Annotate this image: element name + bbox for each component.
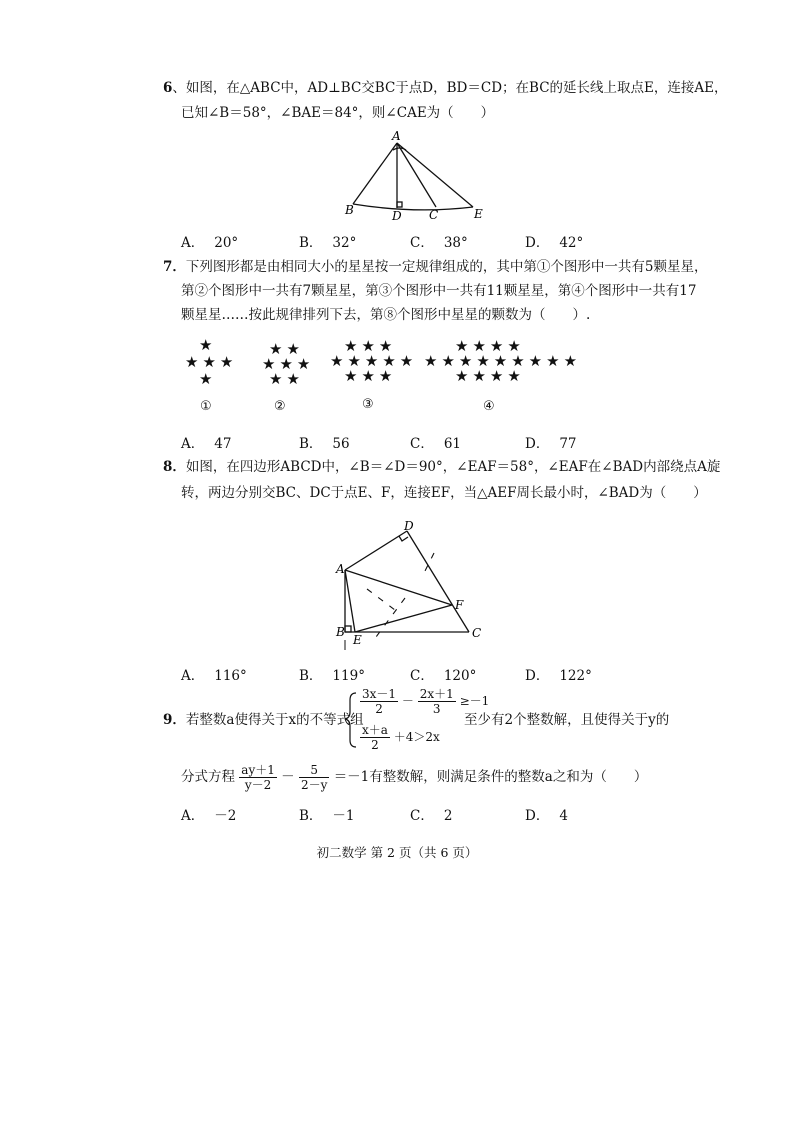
q7-option-c-text: 61 bbox=[443, 436, 462, 452]
q7-option-a-label: A． bbox=[181, 436, 205, 452]
q6-segment-AE bbox=[397, 143, 473, 207]
q6-option-c[interactable] bbox=[410, 231, 468, 251]
q8-option-a[interactable] bbox=[181, 664, 247, 684]
q6-option-b-label: B． bbox=[299, 235, 323, 251]
q6-option-d-label: D． bbox=[525, 235, 550, 251]
q9-lead-text: 若整数a使得关于x的不等式组 bbox=[185, 712, 364, 728]
q6-angle-mark-A bbox=[393, 148, 406, 150]
q7-option-c[interactable] bbox=[410, 432, 461, 452]
q8-label-D: D bbox=[404, 519, 414, 533]
q8-option-a-text: 116° bbox=[214, 668, 247, 684]
q9-ineq1-frac2 bbox=[418, 687, 456, 716]
q9-option-b-text: －1 bbox=[332, 808, 355, 824]
q6-option-b-text: 32° bbox=[332, 235, 357, 251]
q9-ineq2-tail: ＋4＞2x bbox=[393, 730, 440, 744]
q9-option-a-label: A． bbox=[181, 808, 205, 824]
q9-ineq2-num: x＋a bbox=[362, 723, 388, 737]
q7-option-d-text: 77 bbox=[559, 436, 577, 452]
q7-line3: 颗星星……按此规律排列下去，第⑧个图形中星星的颗数为（ ）. bbox=[181, 307, 591, 323]
q6-option-d-text: 42° bbox=[559, 235, 584, 251]
q9-line2 bbox=[181, 763, 647, 792]
q8-segment-AE bbox=[345, 570, 355, 632]
q9-line2-lead: 分式方程 bbox=[181, 769, 235, 785]
q8-number: 8． bbox=[163, 459, 186, 475]
q9-option-a-text: －2 bbox=[214, 808, 237, 824]
q8-option-b-label: B． bbox=[299, 668, 323, 684]
q9-eq-den2: 2－y bbox=[300, 778, 328, 792]
q9-eq-num1: ay＋1 bbox=[241, 763, 275, 777]
q9-option-c-text: 2 bbox=[443, 808, 453, 824]
q6-option-d[interactable] bbox=[525, 231, 583, 251]
q8-line2: 转，两边分别交BC、DC于点E、F，连接EF，当△AEF周长最小时，∠BAD为（ ） bbox=[181, 485, 707, 501]
q9-ineq2-frac bbox=[360, 723, 390, 752]
q8-label-B: B bbox=[336, 625, 345, 639]
q9-ineq1-num2: 2x＋1 bbox=[419, 687, 454, 701]
q9-ineq1-minus: － bbox=[401, 694, 414, 708]
q7-option-b-label: B． bbox=[299, 436, 323, 452]
q6-number: 6 bbox=[163, 80, 173, 96]
q8-option-b[interactable] bbox=[299, 664, 365, 684]
q7-option-d-label: D． bbox=[525, 436, 550, 452]
q9-ineq1-den1: 2 bbox=[375, 702, 383, 716]
q7-option-c-label: C． bbox=[410, 436, 434, 452]
q7-figure-label-2: ② bbox=[274, 399, 286, 414]
q9-ineq1-frac1 bbox=[360, 687, 398, 716]
q8-line1 bbox=[163, 458, 720, 476]
q6-segment-AB bbox=[353, 143, 397, 204]
q9-ineq1-tail: ≥－1 bbox=[459, 694, 490, 708]
q9-eq-frac1 bbox=[239, 763, 277, 792]
q7-line1 bbox=[163, 258, 708, 276]
exam-page: 6、如图，在△ABC中，AD⊥BC交BC于点D，BD＝CD；在BC的延长线上取点E，连接AE， 已知∠B＝58°，∠BAE＝84°，则∠CAE为（ ） A B D C E A． 20° B． 32° C． 38° D． 42° 7．下列图形都是由相同大小的星星按一定规律组成的，其中第①个图形中一共有5颗星星， 第②个图形中一共有7颗星星，第③个图形中一共有11颗星星，第④个图形中一共有17 颗星星……按此规律排列下去，第⑧个图形中星星的颗数为（ ）. ★ ★★★ ★ ★★ ★★★ ★★ ★★★ ★★★★★ ★★★ ★★★★ ★★★★★★★★★ ★★★★ ① ② ③ ④ A． 47 B． 56 C． 61 D． 77 8．如图，在四边形ABCD中，∠B＝∠D＝90°，∠EAF＝58°，∠EAF在∠BAD内部绕点A旋 转，两边分别交BC、DC于点E、F，连接EF，当△AEF周长最小时，∠BAD为（ ） A B C D E F A． 116° B． 119° C． 120° D． 122° 9．若整数a使得关于x的不等式组 $\frac{3x-1}{2}$ － $\frac{2x+1}{3}$ ≥－1 $\frac{x+a}{2}$ ＋4＞2x 至少有2个整数解，且使得关于y的 分式方程 $\frac{ay+1}{y-2}$ － $\frac{5}{2-y}$ ＝－1有整数解，则满足条件的整数a之和为（ ） A． －2 B． －1 C． 2 D． 4 初二数学 第 2 页（共 6 页） bbox=[0, 0, 794, 1123]
q9-option-d-label: D． bbox=[525, 808, 550, 824]
q8-right-angle-B bbox=[345, 626, 351, 632]
q7-option-b[interactable] bbox=[299, 432, 350, 452]
q8-label-C: C bbox=[472, 626, 482, 640]
q7-figure-label-4: ④ bbox=[483, 399, 495, 414]
q7-option-b-text: 56 bbox=[332, 436, 350, 452]
q6-line1 bbox=[163, 79, 728, 97]
q8-segment-EF bbox=[355, 605, 452, 632]
q7-figure-label-1: ① bbox=[200, 399, 212, 414]
q6-option-a[interactable] bbox=[181, 231, 238, 251]
q8-option-b-text: 119° bbox=[332, 668, 365, 684]
q6-option-c-label: C． bbox=[410, 235, 434, 251]
q8-text-1: 如图，在四边形ABCD中，∠B＝∠D＝90°，∠EAF＝58°，∠EAF在∠BAD内部绕点A旋 bbox=[185, 459, 721, 475]
q8-label-E: E bbox=[353, 633, 362, 647]
q7-figure-label-3: ③ bbox=[362, 397, 374, 412]
q8-label-A: A bbox=[336, 562, 345, 576]
q6-option-a-text: 20° bbox=[214, 235, 239, 251]
q9-ineq2-den: 2 bbox=[371, 738, 379, 752]
q9-option-d-text: 4 bbox=[559, 808, 568, 824]
q9-eq-minus: － bbox=[281, 769, 295, 785]
q6-label-E: E bbox=[474, 207, 483, 221]
q9-option-a[interactable] bbox=[181, 804, 236, 824]
q6-option-b[interactable] bbox=[299, 231, 356, 251]
q7-option-a[interactable] bbox=[181, 432, 231, 452]
q8-option-a-label: A． bbox=[181, 668, 205, 684]
q6-label-B: B bbox=[345, 203, 354, 217]
q8-segment-AD bbox=[345, 531, 407, 570]
q9-option-d[interactable] bbox=[525, 804, 568, 824]
q6-label-A: A bbox=[392, 129, 401, 143]
q9-inequality-2 bbox=[360, 723, 440, 752]
q7-text-1: 下列图形都是由相同大小的星星按一定规律组成的，其中第①个图形中一共有5颗星星， bbox=[185, 259, 708, 275]
q7-number: 7． bbox=[163, 259, 186, 275]
q9-ineq1-den2: 3 bbox=[432, 702, 441, 716]
q9-eq-den1: y－2 bbox=[244, 778, 272, 792]
q8-option-c[interactable] bbox=[410, 664, 476, 684]
q8-right-angle-D bbox=[399, 536, 408, 541]
q8-segment-DC bbox=[407, 531, 469, 632]
q7-option-d[interactable] bbox=[525, 432, 577, 452]
q6-label-D: D bbox=[392, 209, 402, 223]
q6-text-1: 、如图，在△ABC中，AD⊥BC交BC于点D，BD＝CD；在BC的延长线上取点E，连接AE， bbox=[172, 80, 728, 96]
q7-line2: 第②个图形中一共有7颗星星，第③个图形中一共有11颗星星，第④个图形中一共有17 bbox=[181, 283, 697, 299]
q8-label-F: F bbox=[455, 598, 464, 612]
q9-eq-tail: ＝－1有整数解，则满足条件的整数a之和为（ ） bbox=[333, 769, 648, 785]
q8-segment-AF bbox=[345, 570, 452, 605]
q9-eq-frac2 bbox=[299, 763, 329, 792]
q6-option-a-label: A． bbox=[181, 235, 205, 251]
q8-option-c-label: C． bbox=[410, 668, 434, 684]
q8-option-d-text: 122° bbox=[559, 668, 592, 684]
q9-option-c-label: C． bbox=[410, 808, 434, 824]
q9-after-text: 至少有2个整数解，且使得关于y的 bbox=[464, 712, 670, 728]
q9-option-b-label: B． bbox=[299, 808, 323, 824]
q8-option-d-label: D． bbox=[525, 668, 550, 684]
q6-label-C: C bbox=[429, 208, 439, 222]
q8-dashed-lines bbox=[367, 553, 434, 637]
q9-option-b[interactable] bbox=[299, 804, 355, 824]
q8-option-d[interactable] bbox=[525, 664, 592, 684]
q9-lead bbox=[163, 711, 364, 729]
q9-option-c[interactable] bbox=[410, 804, 452, 824]
q6-option-c-text: 38° bbox=[443, 235, 468, 251]
q6-segment-AC bbox=[397, 143, 436, 207]
q9-ineq1-num1: 3x－1 bbox=[362, 687, 397, 701]
q9-number: 9． bbox=[163, 712, 186, 728]
q7-option-a-text: 47 bbox=[214, 436, 232, 452]
q9-eq-num2: 5 bbox=[299, 763, 329, 778]
q6-line2: 已知∠B＝58°，∠BAE＝84°，则∠CAE为（ ） bbox=[181, 105, 495, 121]
q6-line-BE bbox=[353, 204, 473, 210]
q6-right-angle-mark bbox=[397, 202, 402, 207]
q8-option-c-text: 120° bbox=[443, 668, 477, 684]
page-footer: 初二数学 第 2 页（共 6 页） bbox=[316, 845, 478, 860]
